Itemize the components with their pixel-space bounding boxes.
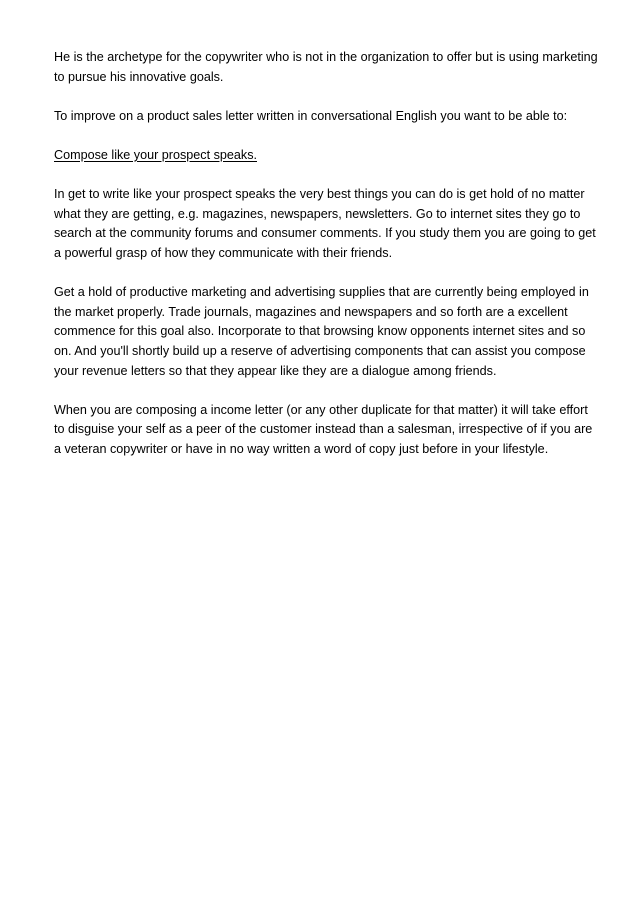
paragraph-intro: He is the archetype for the copywriter who is not in the organization to offer but is using marketing to pursue his innovative goals. — [54, 50, 598, 84]
subheading-text: Compose like your prospect speaks. — [54, 147, 257, 162]
paragraph-income-letter: When you are composing a income letter (or any other duplicate for that matter) it will take effort to disguise your self as a peer of the customer instead than a salesman, irrespective of if you are a veteran copywriter or have in no way written a word of copy just before in your lifestyle. — [54, 402, 593, 456]
subheading — [54, 146, 598, 166]
paragraph-prospect: In get to write like your prospect speaks the very best things you can do is get hold of no matter what they are getting, e.g. magazines, newspapers, newsletters. Go to internet sites they go to search at the community forums and consumer comments. If you study them you are going to get a powerful grasp of how they communicate with their friends. — [54, 187, 596, 260]
paragraph-marketing-supplies: Get a hold of productive marketing and advertising supplies that are currently being employed in the market properly. Trade journals, magazines and newspapers and so forth are a excellent commence for this goal also. Incorporate to that browsing know opponents internet sites and so on. And you'll shortly build up a reserve of advertising components that can assist you compose your revenue letters so that they appear like they are a dialogue among friends. — [54, 285, 589, 378]
paragraph-improve: To improve on a product sales letter written in conversational English you want to be able to: — [54, 108, 568, 123]
